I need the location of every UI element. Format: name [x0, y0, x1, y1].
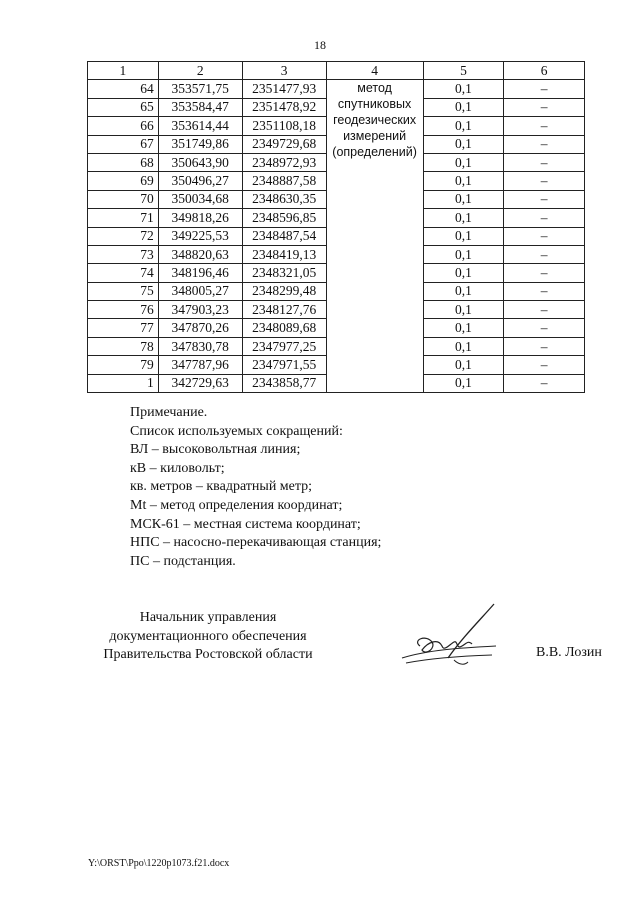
table-header-cell: 1 [88, 62, 159, 80]
accuracy-cell: 0,1 [423, 337, 504, 355]
point-number-cell: 76 [88, 301, 159, 319]
accuracy-cell: 0,1 [423, 264, 504, 282]
table-header-cell: 5 [423, 62, 504, 80]
accuracy-cell: 0,1 [423, 117, 504, 135]
point-number-cell: 66 [88, 117, 159, 135]
note-cell: – [504, 245, 585, 263]
note-line: Mt – метод определения координат; [130, 497, 343, 513]
coord-x-cell: 348005,27 [158, 282, 242, 300]
point-number-cell: 78 [88, 337, 159, 355]
note-cell: – [504, 337, 585, 355]
table-header-cell: 6 [504, 62, 585, 80]
coordinates-table [87, 61, 585, 393]
method-line: метод [357, 81, 392, 96]
accuracy-cell: 0,1 [423, 209, 504, 227]
note-cell: – [504, 98, 585, 116]
position-line: Начальник управления [139, 610, 277, 625]
method-line: измерений [343, 129, 407, 144]
coord-y-cell: 2351108,18 [242, 117, 326, 135]
coord-y-cell: 2351477,93 [242, 80, 326, 98]
accuracy-cell: 0,1 [423, 135, 504, 153]
point-number-cell: 72 [88, 227, 159, 245]
coord-x-cell: 350643,90 [158, 153, 242, 171]
signatory-position [88, 609, 328, 665]
note-cell: – [504, 282, 585, 300]
note-line: кв. метров – квадратный метр; [130, 479, 313, 495]
coord-x-cell: 350496,27 [158, 172, 242, 190]
note-cell: – [504, 319, 585, 337]
accuracy-cell: 0,1 [423, 319, 504, 337]
point-number-cell: 73 [88, 245, 159, 263]
note-line: МСК-61 – местная система координат; [130, 516, 361, 532]
handwritten-signature [398, 600, 502, 670]
file-path: Y:\ORST\Ppo\1220p1073.f21.docx [88, 858, 230, 869]
note-cell: – [504, 264, 585, 282]
method-cell [326, 80, 423, 393]
position-line: документационного обеспечения [109, 628, 307, 644]
accuracy-cell: 0,1 [423, 245, 504, 263]
table-header-cell: 3 [242, 62, 326, 80]
coord-y-cell: 2348630,35 [242, 190, 326, 208]
point-number-cell: 79 [88, 356, 159, 374]
table-row [88, 80, 585, 98]
coord-y-cell: 2351478,92 [242, 98, 326, 116]
accuracy-cell: 0,1 [423, 98, 504, 116]
note-cell: – [504, 301, 585, 319]
accuracy-cell: 0,1 [423, 282, 504, 300]
accuracy-cell: 0,1 [423, 301, 504, 319]
accuracy-cell: 0,1 [423, 153, 504, 171]
coord-y-cell: 2348089,68 [242, 319, 326, 337]
table-header-row [88, 62, 585, 80]
note-cell: – [504, 356, 585, 374]
point-number-cell: 77 [88, 319, 159, 337]
accuracy-cell: 0,1 [423, 80, 504, 98]
point-number-cell: 64 [88, 80, 159, 98]
note-line: ПС – подстанция. [130, 553, 236, 569]
coord-y-cell: 2348972,93 [242, 153, 326, 171]
coord-y-cell: 2348127,76 [242, 301, 326, 319]
method-line: спутниковых [337, 97, 412, 112]
coord-x-cell: 349225,53 [158, 227, 242, 245]
coord-x-cell: 348820,63 [158, 245, 242, 263]
note-line: ВЛ – высоковольтная линия; [130, 442, 301, 458]
note-cell: – [504, 227, 585, 245]
note-line: Список используемых сокращений: [130, 423, 343, 439]
coord-y-cell: 2348299,48 [242, 282, 326, 300]
table-header-cell: 4 [326, 62, 423, 80]
point-number-cell: 70 [88, 190, 159, 208]
point-number-cell: 1 [88, 374, 159, 392]
point-number-cell: 74 [88, 264, 159, 282]
coord-x-cell: 353614,44 [158, 117, 242, 135]
page-number: 18 [314, 38, 326, 52]
accuracy-cell: 0,1 [423, 356, 504, 374]
coord-x-cell: 349818,26 [158, 209, 242, 227]
note-cell: – [504, 190, 585, 208]
note-cell: – [504, 80, 585, 98]
coord-x-cell: 342729,63 [158, 374, 242, 392]
note-cell: – [504, 374, 585, 392]
point-number-cell: 69 [88, 172, 159, 190]
point-number-cell: 67 [88, 135, 159, 153]
coord-y-cell: 2348887,58 [242, 172, 326, 190]
note-line: НПС – насосно-перекачивающая станция; [130, 535, 382, 551]
accuracy-cell: 0,1 [423, 172, 504, 190]
coord-x-cell: 347787,96 [158, 356, 242, 374]
point-number-cell: 68 [88, 153, 159, 171]
accuracy-cell: 0,1 [423, 190, 504, 208]
coord-x-cell: 348196,46 [158, 264, 242, 282]
note-section [130, 404, 381, 571]
coord-x-cell: 353571,75 [158, 80, 242, 98]
coord-y-cell: 2347971,55 [242, 356, 326, 374]
method-line: геодезических [333, 113, 417, 128]
coord-x-cell: 350034,68 [158, 190, 242, 208]
note-cell: – [504, 209, 585, 227]
coord-x-cell: 347870,26 [158, 319, 242, 337]
point-number-cell: 71 [88, 209, 159, 227]
note-cell: – [504, 172, 585, 190]
table-header-cell: 2 [158, 62, 242, 80]
note-cell: – [504, 117, 585, 135]
note-cell: – [504, 135, 585, 153]
note-line: кВ – киловольт; [130, 460, 225, 476]
coord-y-cell: 2348596,85 [242, 209, 326, 227]
method-line: (определений) [332, 145, 417, 160]
coord-y-cell: 2347977,25 [242, 337, 326, 355]
note-cell: – [504, 153, 585, 171]
point-number-cell: 65 [88, 98, 159, 116]
coord-y-cell: 2348419,13 [242, 245, 326, 263]
note-title: Примечание. [130, 405, 208, 420]
coord-y-cell: 2348321,05 [242, 264, 326, 282]
accuracy-cell: 0,1 [423, 227, 504, 245]
position-line: Правительства Ростовской области [103, 647, 313, 662]
coord-y-cell: 2343858,77 [242, 374, 326, 392]
coord-x-cell: 347903,23 [158, 301, 242, 319]
coord-y-cell: 2349729,68 [242, 135, 326, 153]
coord-x-cell: 347830,78 [158, 337, 242, 355]
coord-x-cell: 351749,86 [158, 135, 242, 153]
coord-x-cell: 353584,47 [158, 98, 242, 116]
signatory-name: В.В. Лозин [536, 645, 602, 660]
coord-y-cell: 2348487,54 [242, 227, 326, 245]
accuracy-cell: 0,1 [423, 374, 504, 392]
point-number-cell: 75 [88, 282, 159, 300]
